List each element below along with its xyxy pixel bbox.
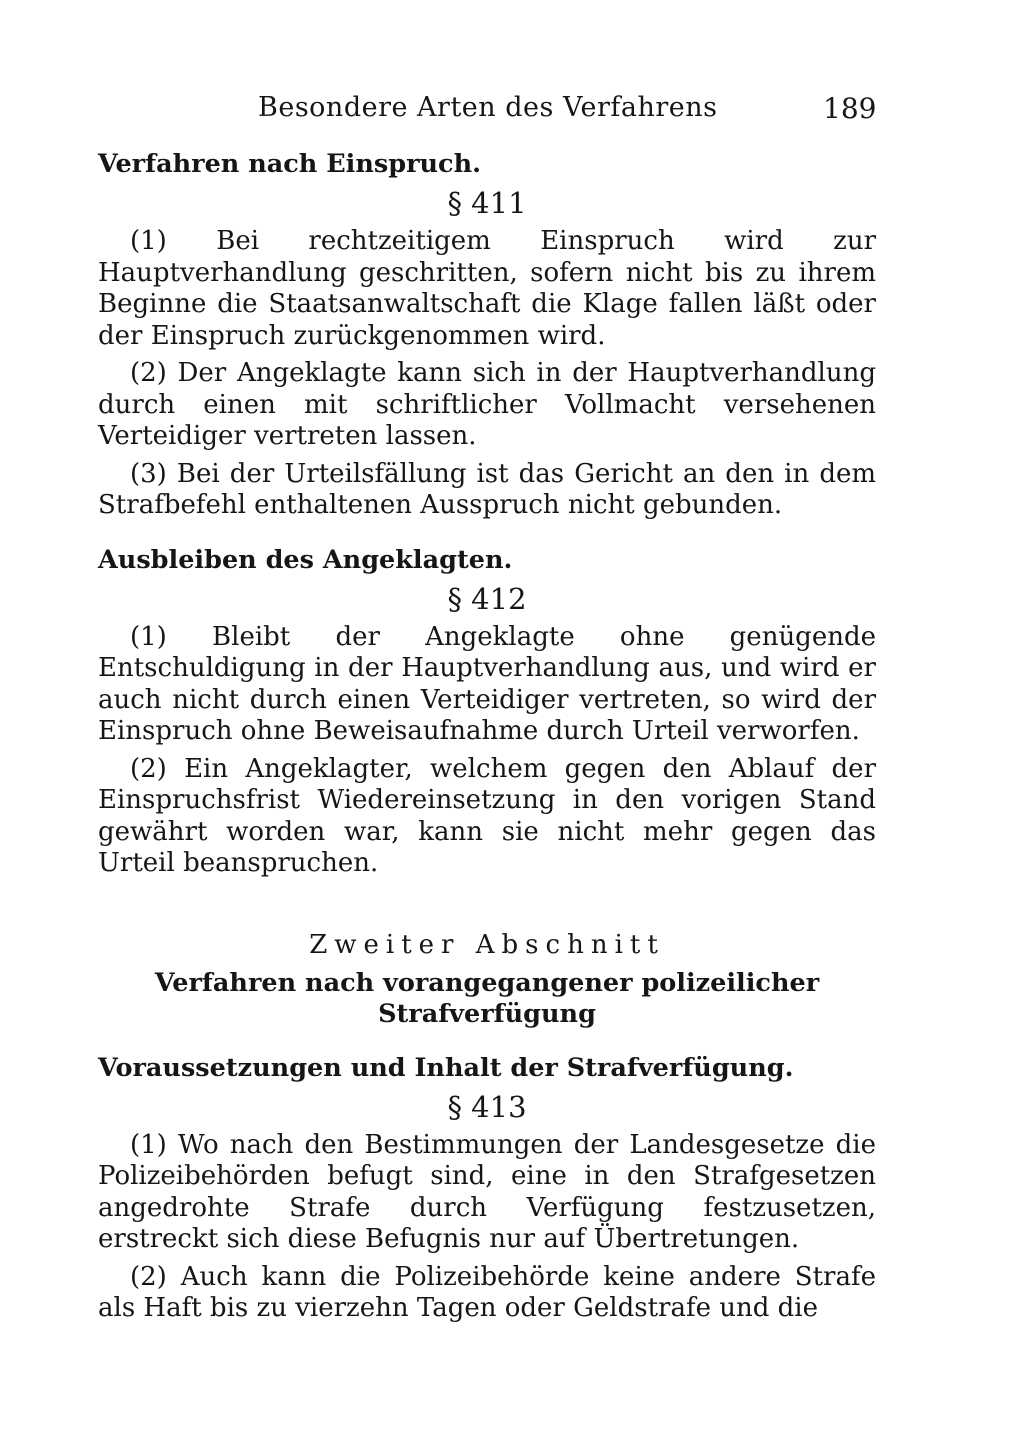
section-412-paragraph-1: (1) Bleibt der Angeklagte ohne genügende Entschuldigung in der Hauptverhandlung aus, und wird er auch nicht durch einen Verteidiger vertreten, so wird der Einspruch ohne Beweisaufnahme durch Urteil verworfen. xyxy=(98,621,876,746)
page-number: 189 xyxy=(823,92,877,125)
text-column xyxy=(98,148,876,1325)
section-412-heading: Ausbleiben des Angeklagten. xyxy=(98,544,513,575)
running-head: Besondere Arten des Verfahrens xyxy=(258,92,718,123)
section-411-paragraph-2: (2) Der Angeklagte kann sich in der Hauptverhandlung durch einen mit schriftlicher Vollmacht versehenen Verteidiger vertreten lassen. xyxy=(98,358,876,451)
section-411-heading: Verfahren nach Einspruch. xyxy=(98,149,481,179)
section-413-paragraph-1: (1) Wo nach den Bestimmungen der Landesgesetze die Polizeibehörden befugt sind, eine in den Strafgesetzen angedrohte Strafe durch Verfügung festzusetzen, erstreckt sich diese Befugnis nur auf Übertretungen. xyxy=(98,1129,876,1254)
section-413-heading: Voraussetzungen und Inhalt der Strafverfügung. xyxy=(98,1052,794,1083)
chapter-title: Verfahren nach vorangegangener polizeilicher Strafverfügung xyxy=(154,967,820,1029)
section-411-paragraph-3: (3) Bei der Urteilsfällung ist das Gericht an den in dem Strafbefehl enthaltenen Ausspruch nicht gebunden. xyxy=(98,458,876,520)
chapter-label: Zweiter Abschnitt xyxy=(309,929,665,960)
section-413-paragraph-2: (2) Auch kann die Polizeibehörde keine andere Strafe als Haft bis zu vierzehn Tagen oder Geldstrafe und die xyxy=(98,1261,876,1323)
section-413-number: § 413 xyxy=(447,1089,527,1124)
section-411-paragraph-1: (1) Bei rechtzeitigem Einspruch wird zur Hauptverhandlung geschritten, sofern nicht bis zu ihrem Beginne die Staatsanwaltschaft die Klage fallen läßt oder der Einspruch zurückgenommen wird. xyxy=(98,226,876,351)
section-412-paragraph-2: (2) Ein Angeklagter, welchem gegen den Ablauf der Einspruchsfrist Wiedereinsetzung in den vorigen Stand gewährt worden war, kann sie nicht mehr gegen das Urteil beanspruchen. xyxy=(98,753,876,878)
section-412-number: § 412 xyxy=(447,581,527,616)
section-411-number: § 411 xyxy=(447,186,527,220)
